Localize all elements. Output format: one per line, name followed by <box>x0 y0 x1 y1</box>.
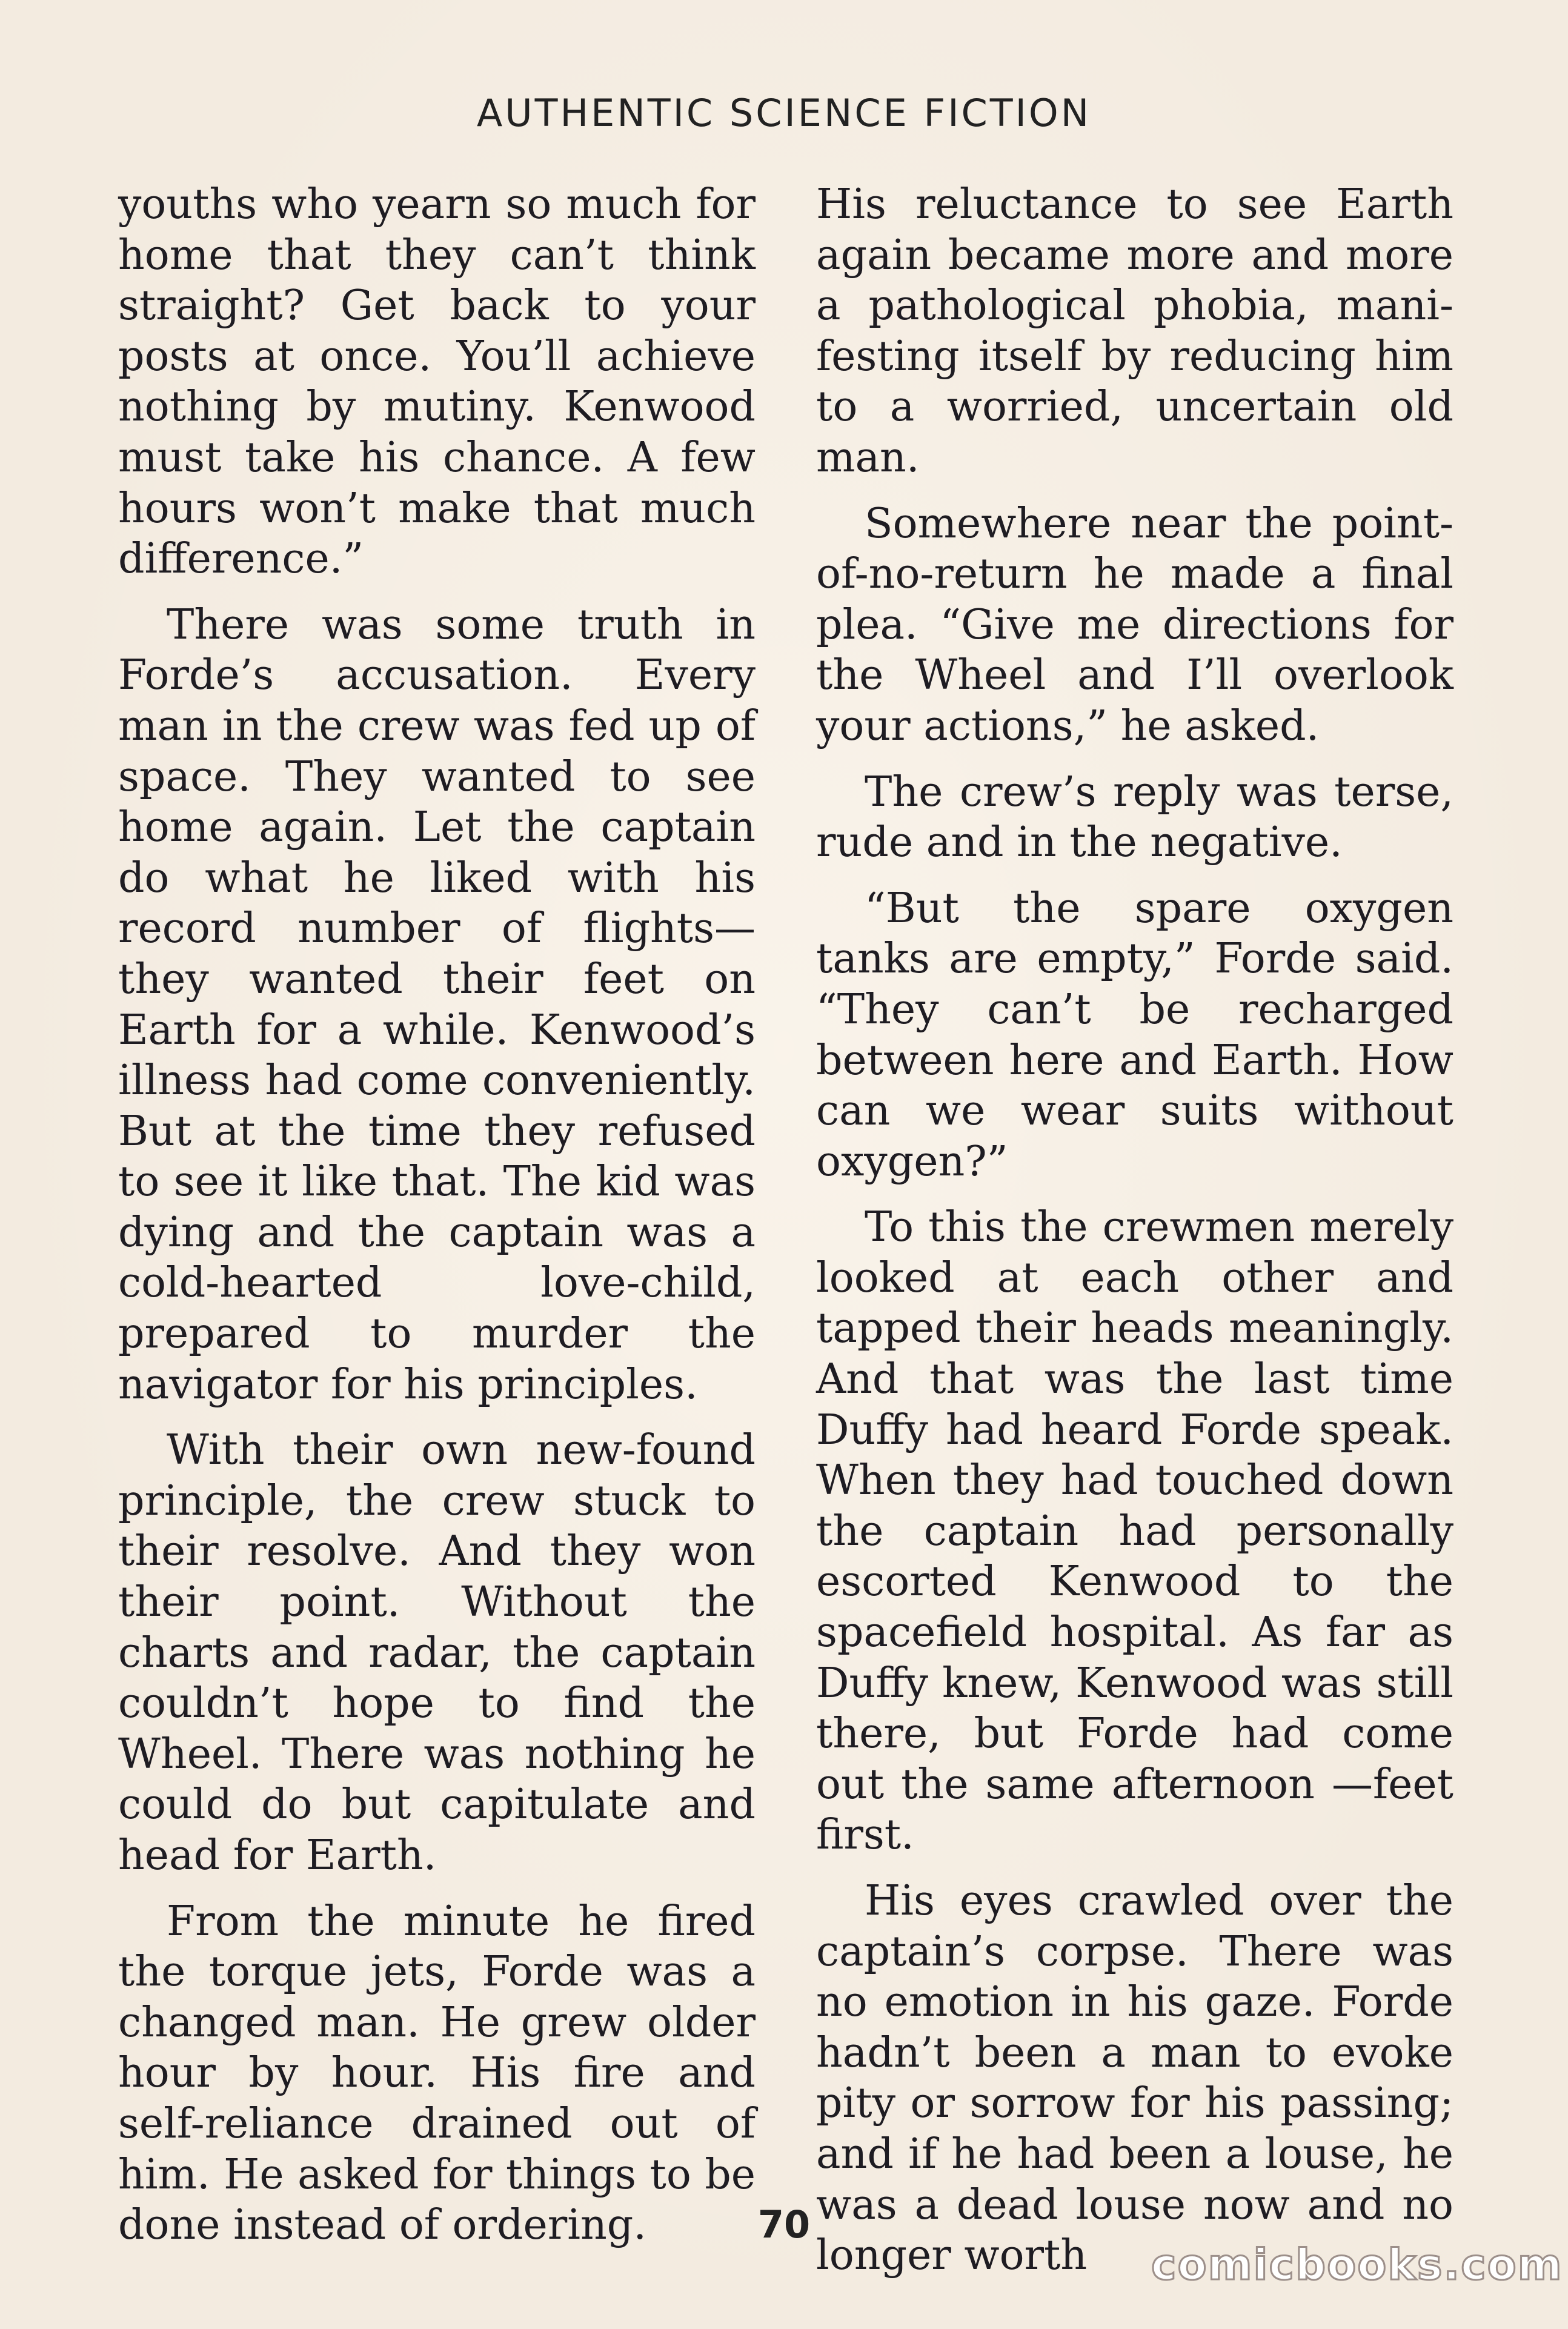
watermark: comicbooks.com <box>1151 2240 1563 2290</box>
paragraph: youths who yearn so much for home that they can’t think straight? Get back to your posts at once. You’ll achieve nothing by mutiny. Kenwood must take his chance. A few hours won’t make that much difference.” <box>118 181 756 583</box>
paragraph: “But the spare oxygen tanks are empty,” Forde said. “They can’t be recharged between here and Earth. How can we wear suits without oxygen?” <box>816 884 1453 1186</box>
page-number: 70 <box>757 2202 811 2247</box>
paragraph: Somewhere near the point-of-no-return he made a final plea. “Give me directions for the Wheel and I’ll overlook your actions,” he asked. <box>816 499 1453 750</box>
right-column <box>816 179 1453 2281</box>
paragraph: To this the crewmen merely looked at each other and tapped their heads meaningly. And that was the last time Duffy had heard Forde speak. When they had touched down the captain had personally escorted Kenwood to the spacefield hospital. As far as Duffy knew, Kenwood was still there, but Forde had come out the same afternoon —feet first. <box>816 1203 1453 1859</box>
paragraph: His eyes crawled over the captain’s corpse. There was no emotion in his gaze. Forde hadn’t been a man to evoke pity or sorrow for his passing; and if he had been a louse, he was a dead louse now and no longer worth <box>816 1877 1453 2280</box>
paragraph: There was some truth in Forde’s accusation. Every man in the crew was fed up of space. They wanted to see home again. Let the captain do what he liked with his record number of flights—they wanted their feet on Earth for a while. Kenwood’s illness had come conveniently. But at the time they refused to see it like that. The kid was dying and the captain was a cold-hearted love-child, prepared to murder the navigator for his principles. <box>118 600 756 1409</box>
paragraph: His reluctance to see Earth again became more and more a pathological phobia, manifesting itself by reducing him to a worried, uncertain old man. <box>816 181 1453 482</box>
paragraph: From the minute he fired the torque jets, Forde was a changed man. He grew older hour by hour. His fire and self-reliance drained out of him. He asked for things to be done instead of ordering. <box>118 1897 756 2250</box>
paragraph: The crew’s reply was terse, rude and in the negative. <box>816 768 1453 867</box>
running-title: AUTHENTIC SCIENCE FICTION <box>476 91 1092 135</box>
paragraph: With their own new-found principle, the crew stuck to their resolve. And they won their point. Without the charts and radar, the captain couldn’t hope to find the Wheel. There was nothing he could do but capitulate and head for Earth. <box>118 1426 756 1879</box>
left-column <box>118 179 756 2251</box>
